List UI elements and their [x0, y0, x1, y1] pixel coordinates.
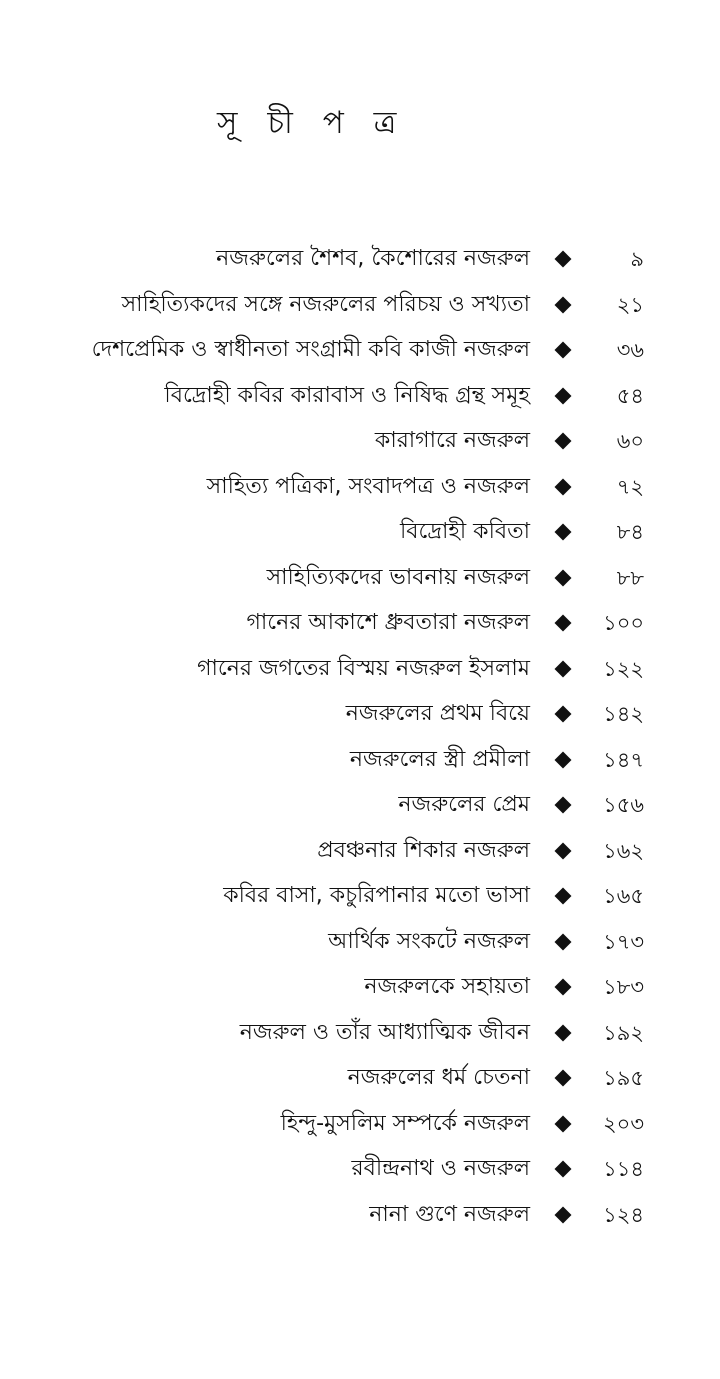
toc-entry-title: নজরুলকে সহায়তা	[364, 974, 530, 999]
toc-entry-title: বিদ্রোহী কবিতা	[399, 519, 530, 544]
toc-entry-title: গানের আকাশে ধ্রুবতারা নজরুল	[246, 610, 530, 635]
toc-page-number: ১৭৩	[603, 929, 644, 954]
diamond-icon	[555, 933, 572, 950]
diamond-icon	[555, 1070, 572, 1087]
toc-entry-title: হিন্দু-মুসলিম সম্পর্কে নজরুল	[280, 1110, 530, 1136]
toc-entry-title: নানা গুণে নজরুল	[369, 1201, 530, 1227]
diamond-icon	[555, 706, 572, 723]
diamond-icon	[555, 524, 572, 541]
toc-entry-title: দেশপ্রেমিক ও স্বাধীনতা সংগ্রামী কবি কাজী নজরুল	[91, 337, 530, 362]
toc-entry-title: কারাগারে নজরুল	[374, 428, 530, 453]
toc-entry-title: বিদ্রোহী কবির কারাবাস ও নিষিদ্ধ গ্রন্থ সমূহ	[164, 382, 530, 408]
toc-entry-title: নজরুলের শৈশব, কৈশোরের নজরুল	[216, 246, 530, 271]
diamond-icon	[555, 888, 572, 905]
toc-page-number: ১১৪	[603, 1157, 644, 1181]
toc-entry	[0, 467, 720, 513]
toc-entry	[0, 967, 720, 1013]
toc-entry	[0, 694, 720, 740]
toc-page-number: ১৪২	[603, 702, 644, 726]
toc-entry	[0, 649, 720, 695]
toc-page-number: ৩৬	[616, 338, 644, 362]
toc-page-number: ১৬২	[603, 838, 644, 863]
diamond-icon	[555, 387, 572, 404]
toc-entry	[0, 876, 720, 922]
diamond-icon	[555, 251, 572, 268]
toc-page-number: ৭২	[616, 474, 644, 499]
toc-page-number: ৯	[630, 247, 644, 271]
toc-entry	[0, 1195, 720, 1241]
toc-entry-title: নজরুলের প্রথম বিয়ে	[345, 701, 530, 726]
diamond-icon	[555, 660, 572, 677]
diamond-icon	[555, 615, 572, 632]
toc-page-number: ১৯২	[603, 1020, 644, 1045]
diamond-icon	[555, 979, 572, 996]
toc-entry-title: নজরুলের স্ত্রী প্রমীলা	[349, 746, 530, 772]
toc-entry-title: সাহিত্যিকদের ভাবনায় নজরুল	[266, 564, 530, 590]
toc-page-number: ১৬৫	[603, 884, 644, 908]
toc-entry	[0, 740, 720, 786]
toc-entry-title: নজরুলের ধর্ম চেতনা	[347, 1065, 530, 1090]
toc-entry	[0, 239, 720, 285]
toc-entry-title: রবীন্দ্রনাথ ও নজরুল	[351, 1156, 530, 1181]
toc-page-number: ১৫৬	[603, 793, 644, 817]
diamond-icon	[555, 433, 572, 450]
diamond-icon	[555, 1024, 572, 1041]
toc-page-number: ৬০	[616, 429, 644, 453]
toc-page-number: ৫৪	[616, 383, 644, 408]
toc-entry-title: গানের জগতের বিস্ময় নজরুল ইসলাম	[197, 655, 530, 681]
toc-entry	[0, 785, 720, 831]
toc-entry	[0, 922, 720, 968]
toc-entry	[0, 376, 720, 422]
toc-page-number: ৮৮	[616, 565, 644, 590]
diamond-icon	[555, 478, 572, 495]
toc-entry	[0, 285, 720, 331]
toc-entry	[0, 421, 720, 467]
toc-page-number: ১৮৩	[603, 975, 644, 999]
toc-page-number: ১৯৫	[603, 1066, 644, 1090]
toc-page-number: ৮৪	[616, 520, 644, 544]
toc-page-number: ১২৪	[603, 1202, 644, 1227]
toc-entry	[0, 1013, 720, 1059]
toc-entry	[0, 1104, 720, 1150]
toc-entry	[0, 558, 720, 604]
diamond-icon	[555, 296, 572, 313]
diamond-icon	[555, 1206, 572, 1223]
toc-entry-title: সাহিত্য পত্রিকা, সংবাদপত্র ও নজরুল	[206, 473, 530, 499]
diamond-icon	[555, 1115, 572, 1132]
toc-entry	[0, 1149, 720, 1195]
diamond-icon	[555, 1161, 572, 1178]
toc-entry-title: নজরুল ও তাঁর আধ্যাত্মিক জীবন	[239, 1019, 530, 1045]
toc-entry-title: নজরুলের প্রেম	[398, 792, 530, 817]
toc-page-number: ১০০	[603, 611, 644, 635]
diamond-icon	[555, 797, 572, 814]
toc-entry	[0, 831, 720, 877]
toc-page-number: ২০৩	[603, 1111, 644, 1136]
toc-entry-title: সাহিত্যিকদের সঙ্গে নজরুলের পরিচয় ও সখ্যতা	[121, 291, 530, 317]
table-of-contents	[0, 239, 720, 1240]
diamond-icon	[555, 842, 572, 859]
diamond-icon	[555, 342, 572, 359]
toc-entry	[0, 603, 720, 649]
toc-entry	[0, 512, 720, 558]
toc-entry-title: কবির বাসা, কচুরিপানার মতো ভাসা	[223, 883, 530, 908]
toc-page-number: ২১	[616, 292, 644, 317]
toc-page-number: ১২২	[603, 656, 644, 681]
toc-page-number: ১৪৭	[603, 747, 644, 772]
diamond-icon	[555, 751, 572, 768]
toc-entry-title: আর্থিক সংকটে নজরুল	[328, 928, 530, 954]
toc-entry	[0, 330, 720, 376]
toc-entry	[0, 1058, 720, 1104]
diamond-icon	[555, 569, 572, 586]
page-title: সূ চী প ত্র	[217, 105, 407, 141]
toc-entry-title: প্রবঞ্চনার শিকার নজরুল	[317, 837, 530, 863]
